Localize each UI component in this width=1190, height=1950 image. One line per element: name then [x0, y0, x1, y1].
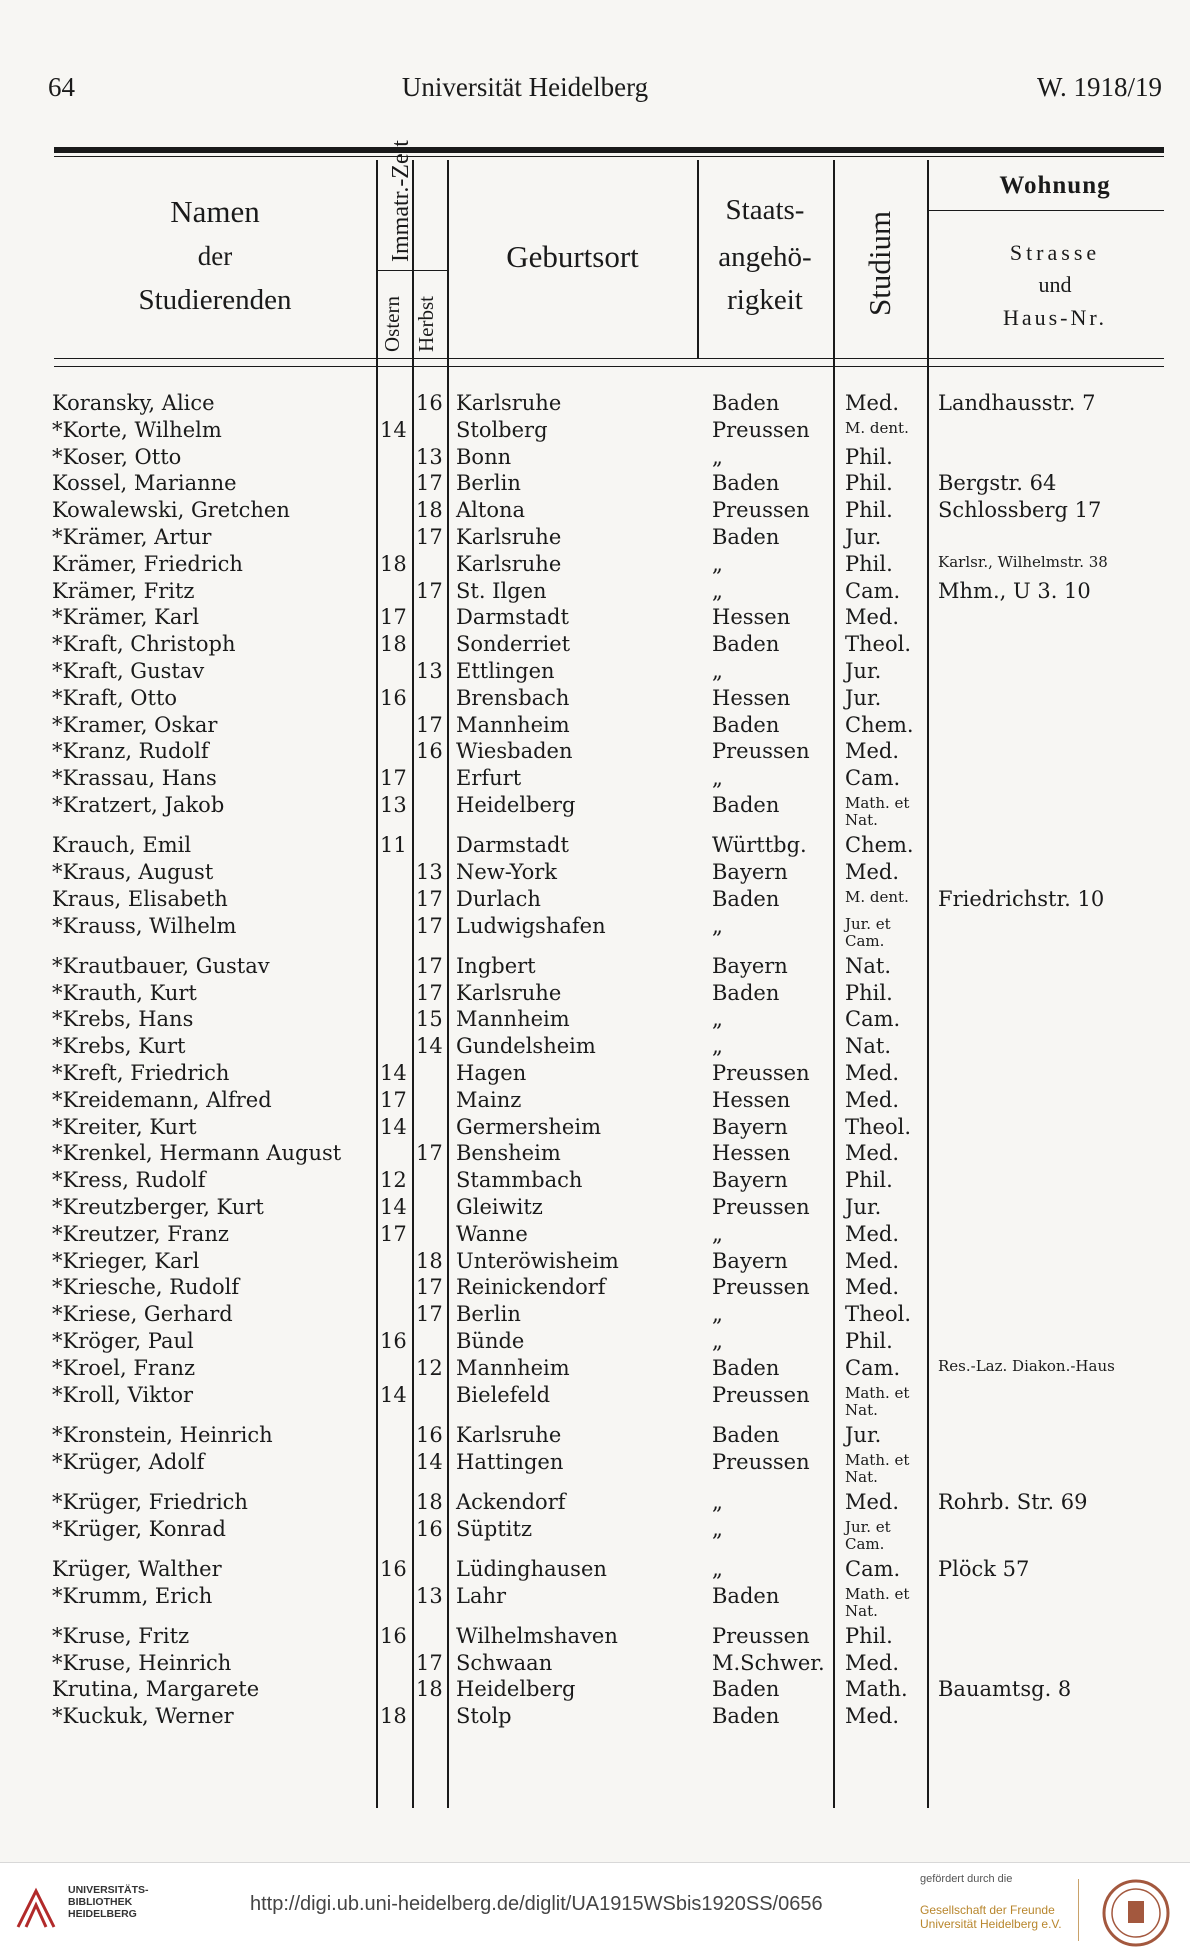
study-field: Cam.	[845, 766, 901, 791]
nationality: Baden	[712, 980, 780, 1005]
immatr-subheader-rule	[376, 270, 447, 271]
herbst-year: 13	[416, 1583, 443, 1608]
study-field: Cam.	[845, 578, 901, 603]
residence: Rohrb. Str. 69	[938, 1489, 1088, 1514]
nationality: Hessen	[712, 1141, 791, 1166]
herbst-year: 17	[416, 953, 443, 978]
residence: Bauamtsg. 8	[938, 1677, 1072, 1702]
study-field: Phil.	[845, 980, 893, 1005]
sponsor-name: Gesellschaft der Freunde Universität Heidelberg e.V.	[920, 1903, 1062, 1931]
study-field: Jur.	[845, 525, 882, 549]
birthplace: Gleiwitz	[456, 1195, 543, 1219]
header-und: und	[1038, 272, 1072, 297]
herbst-year: 17	[416, 980, 443, 1005]
birthplace: Durlach	[456, 886, 541, 911]
student-name: *Kreutzer, Franz	[52, 1221, 229, 1246]
nationality: Preussen	[712, 417, 810, 442]
header-studium: Studium	[862, 210, 897, 316]
ostern-year: 14	[380, 1382, 407, 1407]
birthplace: Darmstadt	[456, 833, 569, 858]
study-field: Med.	[845, 1275, 900, 1300]
birthplace: Bielefeld	[456, 1382, 551, 1407]
birthplace: Karlsruhe	[456, 551, 562, 576]
ostern-year: 12	[380, 1168, 407, 1193]
student-name: Koransky, Alice	[52, 391, 215, 415]
study-field: Med.	[845, 391, 900, 415]
nationality: Hessen	[712, 605, 791, 630]
column-divider	[697, 160, 699, 358]
ostern-year: 17	[380, 1087, 407, 1112]
header-hausnr: Haus-Nr.	[1002, 305, 1108, 330]
herbst-year: 18	[416, 1248, 443, 1273]
study-field: Med.	[845, 860, 900, 884]
study-field: Med.	[845, 1489, 900, 1514]
study-field: Med.	[845, 1061, 900, 1085]
herbst-year: 17	[416, 712, 443, 737]
nationality: „	[712, 766, 723, 791]
nationality: „	[712, 1556, 723, 1581]
herbst-year: 17	[416, 1275, 443, 1300]
birthplace: Stolp	[456, 1704, 512, 1729]
herbst-year: 13	[416, 659, 443, 683]
footer-bar	[0, 1862, 1190, 1950]
nationality: „	[712, 1489, 723, 1514]
herbst-year: 16	[416, 391, 443, 415]
student-name: Krämer, Friedrich	[52, 551, 243, 576]
birthplace: Karlsruhe	[456, 980, 562, 1005]
study-field: Jur. et Cam.	[845, 1517, 891, 1553]
page-number: 64	[48, 72, 75, 102]
header-wohnung: Wohnung	[999, 172, 1111, 199]
nationality: Bayern	[712, 1114, 788, 1139]
birthplace: Mannheim	[456, 1355, 570, 1380]
study-field: Jur.	[845, 1422, 882, 1447]
ostern-year: 16	[380, 1623, 407, 1648]
herbst-year: 17	[416, 913, 443, 938]
nationality: „	[712, 1221, 723, 1246]
birthplace: Süptitz	[456, 1516, 533, 1541]
herbst-year: 17	[416, 471, 443, 496]
student-name: *Krauth, Kurt	[52, 980, 197, 1005]
herbst-year: 12	[416, 1355, 443, 1380]
header-herbst: Herbst	[414, 296, 438, 352]
ostern-year: 14	[380, 417, 407, 442]
birthplace: Berlin	[456, 1302, 521, 1327]
herbst-year: 17	[416, 1141, 443, 1166]
nationality: Baden	[712, 1422, 780, 1447]
study-field: Nat.	[845, 1034, 892, 1059]
student-name: *Kuckuk, Werner	[52, 1704, 234, 1729]
document-url-link[interactable]: http://digi.ub.uni-heidelberg.de/diglit/UA1915WSbis1920SS/0656	[250, 1893, 823, 1915]
ostern-year: 16	[380, 1556, 407, 1581]
student-name: *Korte, Wilhelm	[52, 417, 222, 442]
library-logo-icon	[14, 1887, 58, 1931]
student-name: *Kröger, Paul	[52, 1329, 194, 1353]
residence: Friedrichstr. 10	[938, 886, 1105, 911]
student-name: *Kruse, Fritz	[52, 1623, 190, 1648]
column-divider	[927, 160, 929, 1808]
sponsor-divider	[1078, 1879, 1079, 1941]
herbst-year: 13	[416, 860, 443, 884]
column-divider	[447, 160, 449, 1808]
study-field: Jur.	[845, 1195, 882, 1219]
nationality: Bayern	[712, 1168, 788, 1193]
nationality: Preussen	[712, 1275, 810, 1300]
student-name: *Kraft, Otto	[52, 685, 178, 710]
top-rule-thin	[54, 156, 1164, 157]
birthplace: Reinickendorf	[456, 1275, 606, 1300]
birthplace: Hagen	[456, 1061, 527, 1085]
birthplace: Stammbach	[456, 1168, 583, 1193]
student-name: *Kranz, Rudolf	[52, 739, 209, 764]
student-name: *Krämer, Artur	[52, 525, 212, 549]
header-staats-1: Staats-	[725, 194, 805, 226]
herbst-year: 16	[416, 1422, 443, 1447]
herbst-year: 17	[416, 525, 443, 549]
column-divider	[412, 160, 414, 1808]
study-field: Chem.	[845, 833, 914, 858]
birthplace: Ettlingen	[456, 659, 555, 683]
study-field: Math. et Nat.	[845, 794, 910, 829]
study-field: Med.	[845, 1141, 900, 1166]
wohnung-subheader-rule	[927, 210, 1164, 211]
student-name: *Kratzert, Jakob	[52, 793, 225, 817]
student-name: *Kreiter, Kurt	[52, 1114, 197, 1139]
herbst-year: 17	[416, 886, 443, 911]
ostern-year: 16	[380, 685, 407, 710]
study-field: Cam.	[845, 1007, 901, 1032]
birthplace: Darmstadt	[456, 605, 569, 630]
study-field: Phil.	[845, 498, 893, 523]
nationality: „	[712, 444, 723, 469]
student-name: *Kruse, Heinrich	[52, 1650, 232, 1675]
herbst-year: 16	[416, 739, 443, 764]
study-field: Med.	[845, 1221, 900, 1246]
student-name: Krauch, Emil	[52, 833, 192, 858]
student-name: *Kress, Rudolf	[52, 1168, 206, 1193]
birthplace: Berlin	[456, 471, 521, 496]
student-name: Krutina, Margarete	[52, 1677, 260, 1702]
study-field: Phil.	[845, 471, 893, 496]
student-name: *Krieger, Karl	[52, 1248, 200, 1273]
birthplace: Karlsruhe	[456, 1422, 562, 1447]
student-name: *Krüger, Adolf	[52, 1449, 205, 1474]
birthplace: Lahr	[456, 1583, 507, 1608]
student-name: *Kraft, Gustav	[52, 659, 205, 683]
ostern-year: 14	[380, 1114, 407, 1139]
study-field: Jur.	[845, 659, 882, 683]
semester-label: W. 1918/19	[1036, 72, 1162, 102]
student-name: *Krebs, Kurt	[52, 1034, 186, 1059]
study-field: Med.	[845, 1704, 900, 1729]
herbst-year: 18	[416, 1489, 443, 1514]
birthplace: Gundelsheim	[456, 1034, 596, 1059]
student-name: *Krämer, Karl	[52, 605, 200, 630]
herbst-year: 17	[416, 1650, 443, 1675]
birthplace: St. Ilgen	[456, 578, 547, 603]
birthplace: Erfurt	[456, 766, 522, 791]
university-seal-icon	[1100, 1877, 1172, 1949]
nationality: „	[712, 1329, 723, 1353]
student-name: Krüger, Walther	[52, 1556, 222, 1581]
herbst-year: 18	[416, 1677, 443, 1702]
residence: Bergstr. 64	[938, 471, 1057, 496]
top-rule	[54, 147, 1164, 153]
nationality: „	[712, 913, 723, 938]
herbst-year: 18	[416, 498, 443, 523]
birthplace: Ludwigshafen	[456, 913, 606, 938]
student-name: *Kreft, Friedrich	[52, 1061, 230, 1085]
nationality: Hessen	[712, 685, 791, 710]
nationality: Baden	[712, 886, 780, 911]
header-bottom-rule-2	[54, 366, 1164, 367]
birthplace: Schwaan	[456, 1650, 553, 1675]
student-name: *Krumm, Erich	[52, 1583, 213, 1608]
study-field: Phil.	[845, 1168, 893, 1193]
study-field: Theol.	[845, 632, 911, 657]
herbst-year: 16	[416, 1516, 443, 1541]
birthplace: Hattingen	[456, 1449, 564, 1474]
birthplace: Heidelberg	[456, 793, 576, 817]
student-name: *Kroel, Franz	[52, 1355, 196, 1380]
ostern-year: 11	[380, 833, 407, 858]
ostern-year: 18	[380, 1704, 407, 1729]
birthplace: Bünde	[456, 1329, 525, 1353]
header-staats-3: rigkeit	[727, 284, 803, 316]
birthplace: Wanne	[456, 1221, 528, 1246]
birthplace: Altona	[456, 498, 526, 523]
student-name: *Krauss, Wilhelm	[52, 913, 237, 938]
study-field: Math.	[845, 1677, 908, 1702]
study-field: Nat.	[845, 953, 892, 978]
study-field: Med.	[845, 605, 900, 630]
ostern-year: 18	[380, 551, 407, 576]
ostern-year: 17	[380, 605, 407, 630]
student-name: Kraus, Elisabeth	[52, 886, 228, 911]
sponsor-caption: gefördert durch die	[920, 1873, 1013, 1885]
birthplace: Mainz	[456, 1087, 522, 1112]
nationality: Preussen	[712, 739, 810, 764]
student-name: Kowalewski, Gretchen	[52, 498, 290, 523]
header-staats-2: angehö-	[718, 241, 812, 273]
nationality: M.Schwer.	[712, 1650, 825, 1675]
birthplace: Brensbach	[456, 685, 570, 710]
herbst-year: 17	[416, 1302, 443, 1327]
study-field: Math. et Nat.	[845, 1584, 910, 1620]
nationality: Preussen	[712, 1061, 810, 1085]
study-field: Phil.	[845, 551, 893, 576]
student-name: Krämer, Fritz	[52, 578, 195, 603]
student-name: *Kriese, Gerhard	[52, 1302, 233, 1327]
birthplace: Ingbert	[456, 953, 536, 978]
study-field: Med.	[845, 1087, 900, 1112]
column-divider	[376, 160, 378, 1808]
nationality: Baden	[712, 712, 780, 737]
study-field: Phil.	[845, 1623, 893, 1648]
birthplace: Karlsruhe	[456, 525, 562, 549]
birthplace: Sonderriet	[456, 632, 571, 657]
student-name: *Krebs, Hans	[52, 1007, 194, 1032]
header-name-3: Studierenden	[138, 284, 292, 316]
header-geburtsort: Geburtsort	[506, 239, 639, 274]
student-name: *Kreutzberger, Kurt	[52, 1195, 264, 1219]
residence: Landhausstr. 7	[938, 391, 1096, 415]
birthplace: Bonn	[456, 444, 512, 469]
herbst-year: 14	[416, 1449, 443, 1474]
nationality: Hessen	[712, 1087, 791, 1112]
residence: Schlossberg 17	[938, 498, 1102, 523]
study-field: Med.	[845, 1650, 900, 1675]
student-name: *Kramer, Oskar	[52, 712, 218, 737]
ostern-year: 14	[380, 1195, 407, 1219]
birthplace: Ackendorf	[456, 1489, 566, 1514]
nationality: „	[712, 578, 723, 603]
nationality: Baden	[712, 1704, 780, 1729]
student-name: *Krüger, Konrad	[52, 1516, 226, 1541]
ostern-year: 17	[380, 766, 407, 791]
birthplace: Karlsruhe	[456, 391, 562, 415]
header-bottom-rule	[54, 358, 1164, 359]
study-field: Chem.	[845, 712, 914, 737]
nationality: „	[712, 1516, 723, 1541]
student-name: *Kreidemann, Alfred	[52, 1087, 272, 1112]
student-name: *Koser, Otto	[52, 444, 182, 469]
study-field: M. dent.	[845, 418, 909, 437]
student-name: *Krüger, Friedrich	[52, 1489, 248, 1514]
nationality: Baden	[712, 525, 780, 549]
nationality: Baden	[712, 793, 780, 817]
birthplace: Mannheim	[456, 1007, 570, 1032]
ostern-year: 17	[380, 1221, 407, 1246]
ostern-year: 13	[380, 793, 407, 817]
herbst-year: 14	[416, 1034, 443, 1059]
birthplace: Wilhelmshaven	[456, 1623, 618, 1648]
nationality: „	[712, 1302, 723, 1327]
student-name: *Krenkel, Hermann August	[52, 1141, 342, 1166]
student-name: *Krautbauer, Gustav	[52, 953, 270, 978]
residence: Plöck 57	[938, 1556, 1030, 1581]
header-immatr-zeit: Immatr.-Zeit	[388, 140, 414, 262]
nationality: Preussen	[712, 1382, 810, 1407]
birthplace: Mannheim	[456, 712, 570, 737]
nationality: „	[712, 659, 723, 683]
student-name: *Kronstein, Heinrich	[52, 1422, 273, 1447]
herbst-year: 17	[416, 578, 443, 603]
study-field: M. dent.	[845, 887, 909, 906]
nationality: Preussen	[712, 1449, 810, 1474]
study-field: Theol.	[845, 1114, 911, 1139]
nationality: Bayern	[712, 953, 788, 978]
nationality: Baden	[712, 471, 780, 496]
birthplace: Stolberg	[456, 417, 548, 442]
study-field: Phil.	[845, 1329, 893, 1353]
study-field: Med.	[845, 739, 900, 764]
nationality: Bayern	[712, 860, 788, 884]
header-strasse: Strasse	[1009, 240, 1101, 265]
student-name: *Kroll, Viktor	[52, 1382, 194, 1407]
student-name: Kossel, Marianne	[52, 471, 237, 496]
study-field: Med.	[845, 1248, 900, 1273]
nationality: Baden	[712, 1355, 780, 1380]
herbst-year: 15	[416, 1007, 443, 1032]
nationality: Württbg.	[712, 833, 807, 858]
header-name-1: Namen	[170, 194, 260, 229]
nationality: „	[712, 1034, 723, 1059]
study-field: Math. et Nat.	[845, 1450, 910, 1486]
birthplace: Germersheim	[456, 1114, 601, 1139]
residence: Karlsr., Wilhelmstr. 38	[938, 552, 1108, 571]
study-field: Theol.	[845, 1302, 911, 1327]
page-title: Universität Heidelberg	[401, 72, 649, 102]
nationality: „	[712, 551, 723, 576]
nationality: „	[712, 1007, 723, 1032]
study-field: Jur.	[845, 685, 882, 710]
student-name: *Krassau, Hans	[52, 766, 217, 791]
birthplace: Unteröwisheim	[456, 1248, 619, 1273]
student-name: *Kraus, August	[52, 860, 214, 884]
nationality: Baden	[712, 1677, 780, 1702]
nationality: Preussen	[712, 1195, 810, 1219]
residence: Res.-Laz. Diakon.-Haus	[938, 1356, 1115, 1375]
nationality: Preussen	[712, 1623, 810, 1648]
ostern-year: 14	[380, 1061, 407, 1085]
column-divider	[833, 160, 835, 1808]
ostern-year: 18	[380, 632, 407, 657]
nationality: Bayern	[712, 1248, 788, 1273]
herbst-year: 13	[416, 444, 443, 469]
study-field: Cam.	[845, 1355, 901, 1380]
birthplace: Lüdinghausen	[456, 1556, 607, 1581]
study-field: Cam.	[845, 1556, 901, 1581]
header-name-2: der	[197, 241, 233, 271]
nationality: Baden	[712, 632, 780, 657]
nationality: Baden	[712, 1583, 780, 1608]
study-field: Jur. et Cam.	[845, 914, 891, 950]
study-field: Phil.	[845, 444, 893, 469]
student-name: *Kraft, Christoph	[52, 632, 236, 657]
study-field: Math. et Nat.	[845, 1383, 910, 1419]
nationality: Preussen	[712, 498, 810, 523]
birthplace: New-York	[456, 860, 558, 884]
library-name: UNIVERSITÄTS- BIBLIOTHEK HEIDELBERG	[68, 1884, 149, 1920]
residence: Mhm., U 3. 10	[938, 578, 1091, 603]
birthplace: Heidelberg	[456, 1677, 576, 1702]
ostern-year: 16	[380, 1329, 407, 1353]
student-name: *Kriesche, Rudolf	[52, 1275, 240, 1300]
header-ostern: Ostern	[380, 296, 404, 352]
nationality: Baden	[712, 391, 780, 415]
birthplace: Wiesbaden	[456, 739, 573, 764]
birthplace: Bensheim	[456, 1141, 561, 1166]
